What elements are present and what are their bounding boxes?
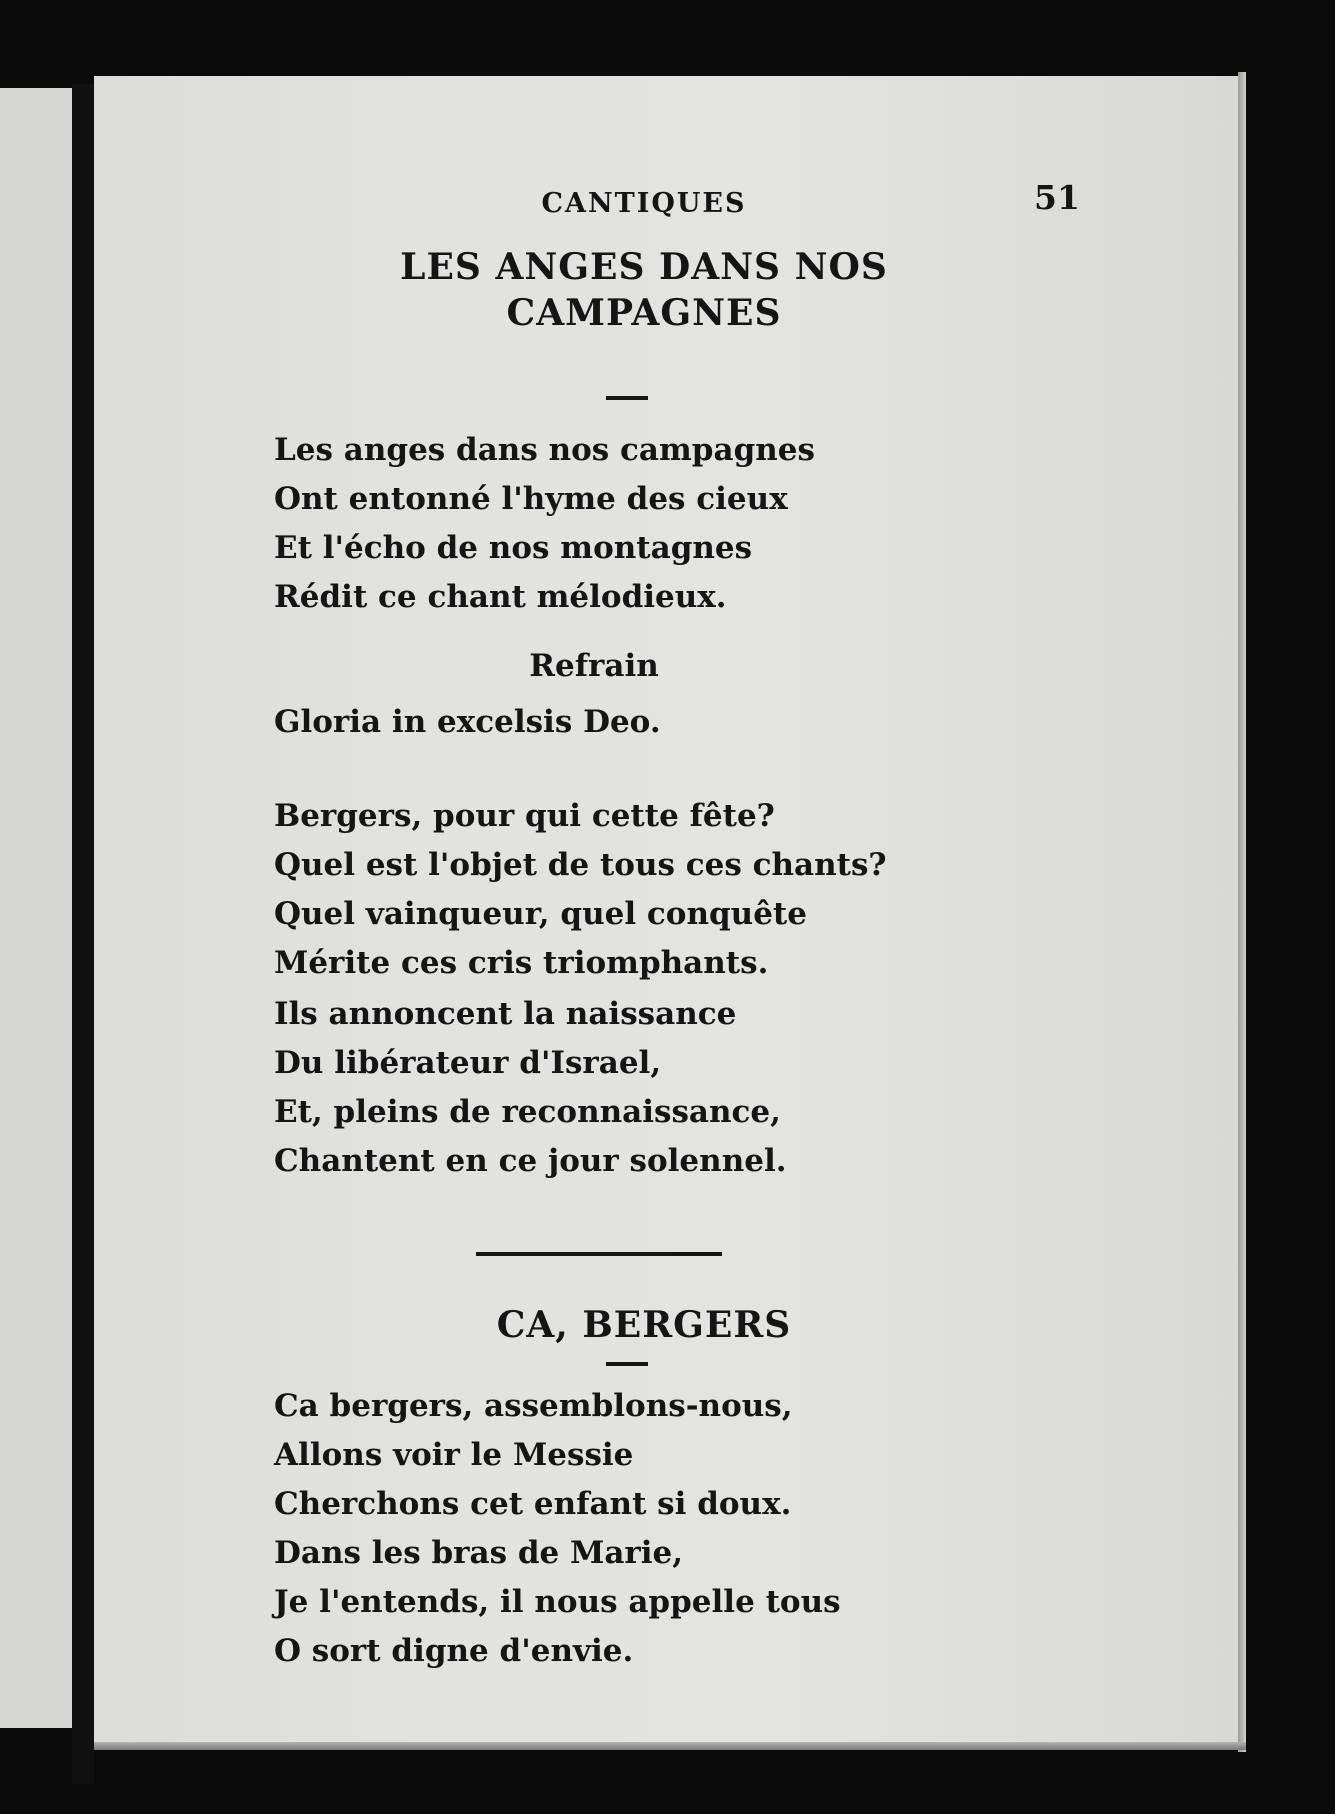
verse-line: Chantent en ce jour solennel.: [274, 1143, 787, 1179]
verse-line: Dans les bras de Marie,: [274, 1535, 684, 1571]
verse-line: Bergers, pour qui cette fête?: [274, 798, 775, 834]
verse-line: Ils annoncent la naissance: [274, 996, 737, 1032]
title-dash: [606, 1362, 648, 1366]
verse-line: Et, pleins de reconnaissance,: [274, 1094, 781, 1130]
section-divider: [476, 1252, 722, 1256]
verse-line: Je l'entends, il nous appelle tous: [274, 1584, 841, 1620]
book-page: [94, 76, 1244, 1746]
hymn-title-line: CAMPAGNES: [506, 292, 782, 334]
verse-line: Mérite ces cris triomphants.: [274, 945, 769, 981]
stanza: [274, 792, 1094, 988]
running-head: CANTIQUES: [541, 188, 747, 219]
hymn-title: CA, BERGERS: [496, 1304, 792, 1346]
stanza: [274, 426, 1094, 622]
verse-line: Quel est l'objet de tous ces chants?: [274, 847, 887, 883]
verse-line: Les anges dans nos campagnes: [274, 432, 815, 468]
verse-line: Cherchons cet enfant si doux.: [274, 1486, 792, 1522]
verse-line: Gloria in excelsis Deo.: [274, 704, 661, 740]
verse-line: Rédit ce chant mélodieux.: [274, 579, 727, 615]
refrain-label: Refrain: [529, 648, 659, 684]
hymn-title-line: LES ANGES DANS NOS: [400, 246, 888, 288]
book-gutter: [72, 84, 94, 1784]
refrain: [274, 698, 1094, 747]
facing-page-edge: [0, 88, 78, 1728]
title-dash: [606, 396, 648, 400]
hymn-title: [244, 244, 1044, 336]
page-text: [94, 76, 1244, 1746]
page-edge-bottom: [94, 1742, 1246, 1750]
verse-line: Du libérateur d'Israel,: [274, 1045, 662, 1081]
verse-line: Allons voir le Messie: [274, 1437, 634, 1473]
verse-line: Quel vainqueur, quel conquête: [274, 896, 807, 932]
verse-line: O sort digne d'envie.: [274, 1633, 634, 1669]
verse-line: Et l'écho de nos montagnes: [274, 530, 753, 566]
verse-line: Ont entonné l'hyme des cieux: [274, 481, 788, 517]
stanza: [274, 1382, 1094, 1676]
verse-line: Ca bergers, assemblons-nous,: [274, 1388, 793, 1424]
stanza: [274, 990, 1094, 1186]
page-number: 51: [1034, 178, 1080, 217]
page-edge-right: [1238, 72, 1246, 1752]
